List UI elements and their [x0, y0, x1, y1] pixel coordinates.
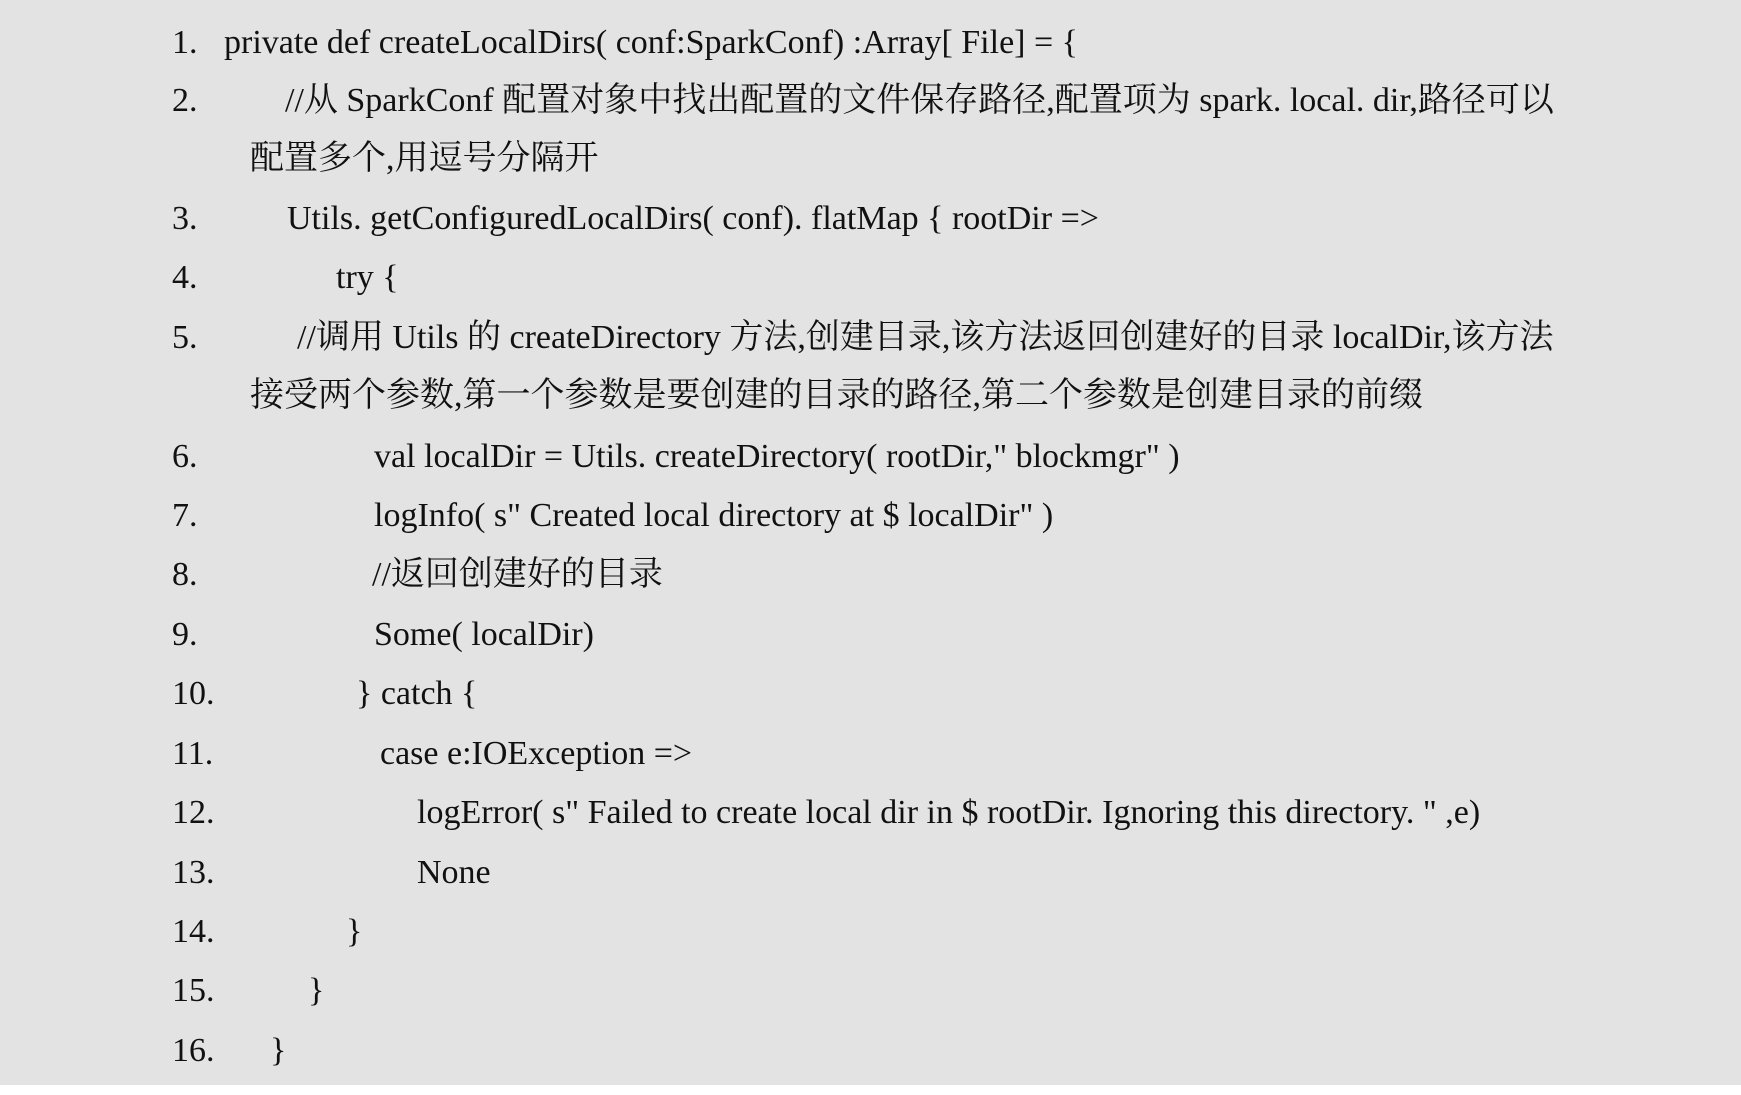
line-number: 13.	[172, 854, 215, 891]
code-line-4	[0, 257, 1741, 315]
code-line-16	[0, 1030, 1741, 1080]
code-line-10	[0, 673, 1741, 731]
code-comment: //调用 Utils 的 createDirectory 方法,创建目录,该方法返回创建好的目录 localDir,该方法	[297, 319, 1554, 356]
code-line-6	[0, 436, 1741, 494]
code-comment-continuation: 接受两个参数,第一个参数是要创建的目录的路径,第二个参数是创建目录的前缀	[250, 377, 1423, 414]
code-line-7	[0, 495, 1741, 553]
line-number: 9.	[172, 616, 198, 653]
code-line-13	[0, 852, 1741, 910]
code-text: val localDir = Utils. createDirectory( rootDir," blockmgr" )	[374, 438, 1180, 475]
code-comment: //从 SparkConf 配置对象中找出配置的文件保存路径,配置项为 spark. local. dir,路径可以	[285, 82, 1554, 119]
code-comment-continuation: 配置多个,用逗号分隔开	[250, 140, 599, 177]
code-text: logInfo( s" Created local directory at $ localDir" )	[374, 497, 1054, 534]
code-line-3	[0, 198, 1741, 256]
code-line-8	[0, 554, 1741, 612]
code-text: }	[270, 1032, 287, 1069]
code-text: }	[346, 913, 363, 950]
code-text: logError( s" Failed to create local dir in $ rootDir. Ignoring this directory. " ,e)	[417, 794, 1481, 831]
code-text: None	[417, 854, 491, 891]
line-number: 16.	[172, 1032, 215, 1069]
code-comment: //返回创建好的目录	[372, 556, 663, 593]
code-text: Utils. getConfiguredLocalDirs( conf). flatMap { rootDir =>	[287, 200, 1099, 237]
code-line-5	[0, 317, 1741, 421]
code-line-15	[0, 970, 1741, 1028]
code-line-14	[0, 911, 1741, 969]
line-number: 5.	[172, 319, 198, 356]
code-line-2	[0, 80, 1741, 184]
line-number: 1.	[172, 24, 198, 61]
line-number: 7.	[172, 497, 198, 534]
code-text: case e:IOException =>	[380, 735, 693, 772]
code-text: try {	[336, 259, 399, 296]
line-number: 3.	[172, 200, 198, 237]
code-line-9	[0, 614, 1741, 672]
code-text: Some( localDir)	[374, 616, 594, 653]
line-number: 12.	[172, 794, 215, 831]
code-line-12	[0, 792, 1741, 850]
code-text: private def createLocalDirs( conf:SparkConf) :Array[ File] = {	[224, 24, 1078, 61]
line-number: 6.	[172, 438, 198, 475]
line-number: 4.	[172, 259, 198, 296]
line-number: 2.	[172, 82, 198, 119]
code-line-11	[0, 733, 1741, 791]
code-line-1	[0, 22, 1741, 80]
line-number: 11.	[172, 735, 214, 772]
line-number: 8.	[172, 556, 198, 593]
code-text: }	[308, 972, 325, 1009]
line-number: 15.	[172, 972, 215, 1009]
line-number: 14.	[172, 913, 215, 950]
code-text: } catch {	[356, 675, 478, 712]
line-number: 10.	[172, 675, 215, 712]
